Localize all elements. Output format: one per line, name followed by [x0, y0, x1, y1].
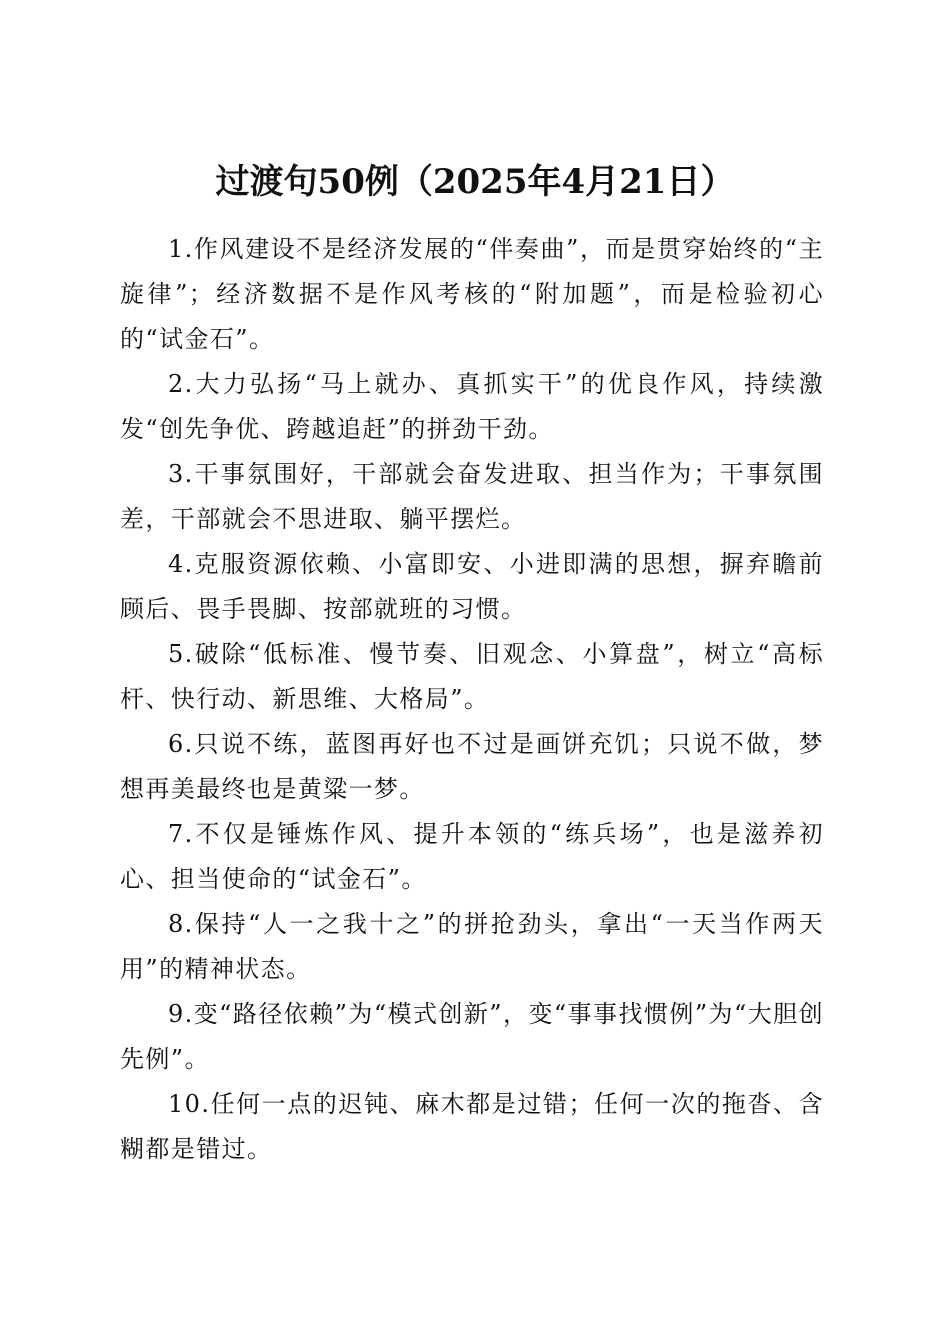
paragraph-3: 3.干事氛围好，干部就会奋发进取、担当作为；干事氛围差，干部就会不思进取、躺平摆烂。: [120, 460, 824, 533]
paragraph-5: 5.破除“低标准、慢节奏、旧观念、小算盘”，树立“高标杆、快行动、新思维、大格局”。: [120, 640, 824, 713]
paragraph-8: 8.保持“人一之我十之”的拼抢劲头，拿出“一天当作两天用”的精神状态。: [120, 910, 824, 983]
document-body: [120, 227, 824, 1172]
document-title: 过渡句50例（2025年4月21日）: [215, 161, 735, 202]
paragraph-10: 10.任何一点的迟钝、麻木都是过错；任何一次的拖沓、含糊都是错过。: [120, 1090, 824, 1163]
paragraph-9: 9.变“路径依赖”为“模式创新”，变“事事找惯例”为“大胆创先例”。: [120, 1000, 824, 1073]
paragraph-7: 7.不仅是锤炼作风、提升本领的“练兵场”，也是滋养初心、担当使命的“试金石”。: [120, 820, 824, 893]
paragraph-6: 6.只说不练，蓝图再好也不过是画饼充饥；只说不做，梦想再美最终也是黄粱一梦。: [120, 730, 824, 803]
paragraph-1: 1.作风建设不是经济发展的“伴奏曲”，而是贯穿始终的“主旋律”；经济数据不是作风考核的“附加题”，而是检验初心的“试金石”。: [120, 235, 824, 353]
paragraph-2: 2.大力弘扬“马上就办、真抓实干”的优良作风，持续激发“创先争优、跨越追赶”的拼劲干劲。: [120, 370, 824, 443]
paragraph-4: 4.克服资源依赖、小富即安、小进即满的思想，摒弃瞻前顾后、畏手畏脚、按部就班的习惯。: [120, 550, 824, 623]
